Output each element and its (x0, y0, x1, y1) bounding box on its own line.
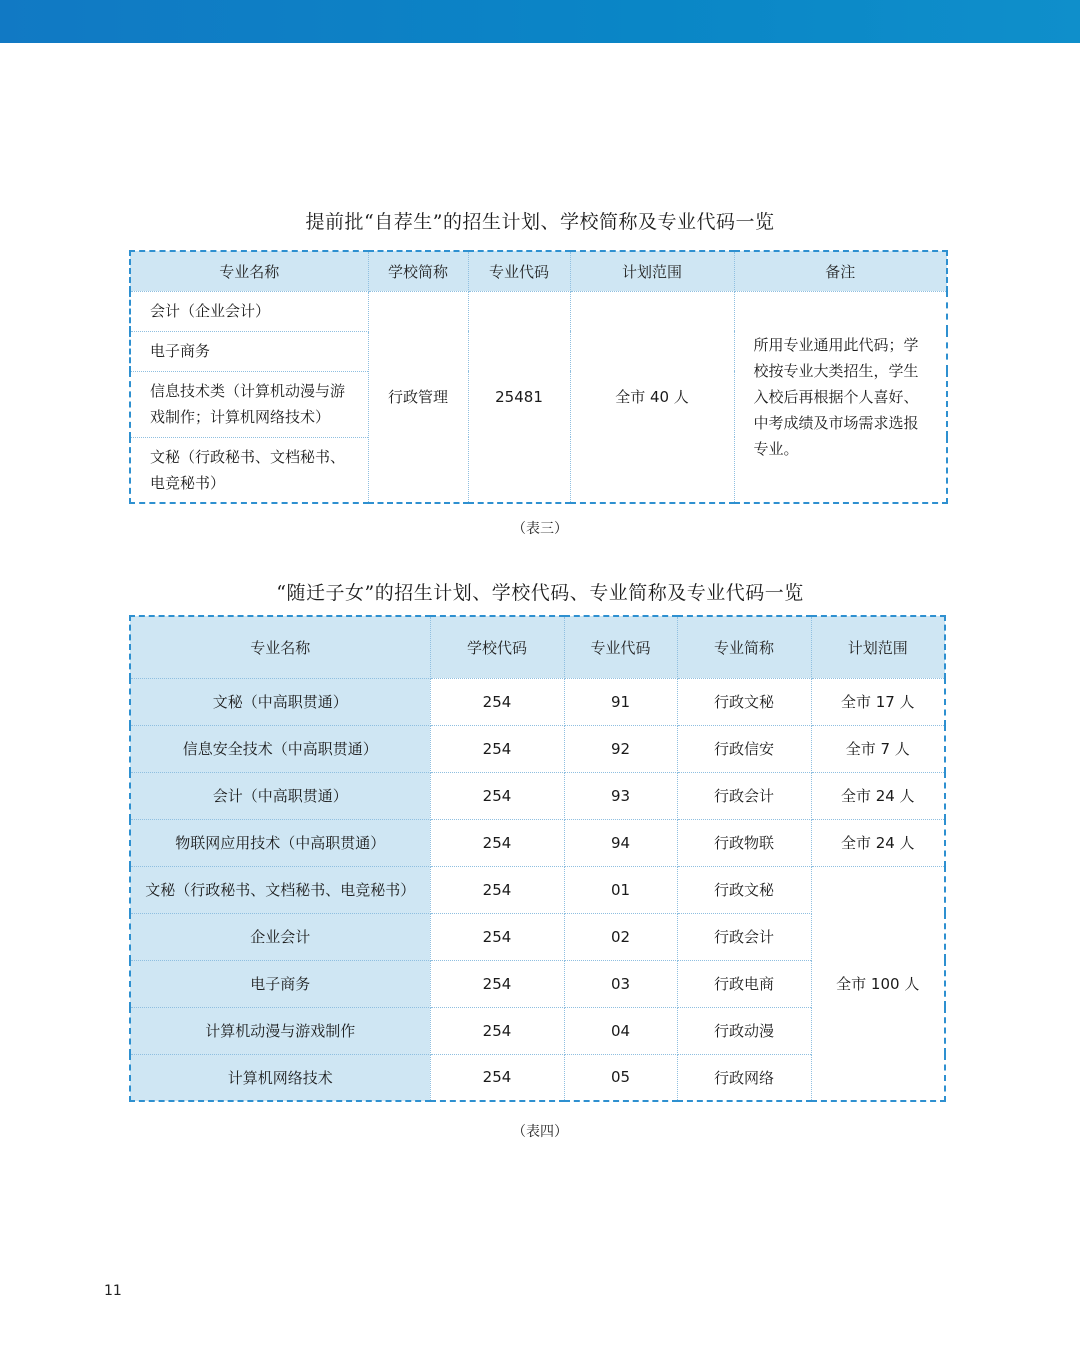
table4-header-school-code: 学校代码 (430, 616, 564, 678)
table4-school-code: 254 (430, 819, 564, 866)
table3-major-name: 电子商务 (130, 331, 368, 371)
table4-major-name: 文秘（行政秘书、文档秘书、电竞秘书） (130, 866, 430, 913)
table-row (130, 866, 945, 913)
table4-major-code: 93 (564, 772, 677, 819)
table3-remark: 所用专业通用此代码；学校按专业大类招生，学生入校后再根据个人喜好、中考成绩及市场需求选报专业。 (734, 291, 947, 503)
table4-major-short: 行政动漫 (677, 1007, 811, 1054)
table4-major-short: 行政网络 (677, 1054, 811, 1101)
table4-merged-plan-scope: 全市 100 人 (811, 866, 945, 1101)
table4-major-code: 04 (564, 1007, 677, 1054)
table4-major-code: 94 (564, 819, 677, 866)
table3-note: （表三） (512, 521, 568, 537)
table4-header-major-code: 专业代码 (564, 616, 677, 678)
table-row (130, 819, 945, 866)
table4-major-short: 行政信安 (677, 725, 811, 772)
table4-major-name: 信息安全技术（中高职贯通） (130, 725, 430, 772)
table4-header-plan-scope: 计划范围 (811, 616, 945, 678)
table4-major-short: 行政电商 (677, 960, 811, 1007)
table3-major-name: 文秘（行政秘书、文档秘书、电竞秘书） (130, 437, 368, 503)
table3-major-name: 会计（企业会计） (130, 291, 368, 331)
table4-major-short: 行政会计 (677, 913, 811, 960)
table3-header-remark: 备注 (734, 251, 947, 291)
table4-major-name: 物联网应用技术（中高职贯通） (130, 819, 430, 866)
table4-major-code: 03 (564, 960, 677, 1007)
table4-major-short: 行政文秘 (677, 678, 811, 725)
table4-school-code: 254 (430, 866, 564, 913)
table3-plan-scope: 全市 40 人 (570, 291, 734, 503)
table-row (130, 772, 945, 819)
table4-plan-scope: 全市 17 人 (811, 678, 945, 725)
table4-major-code: 01 (564, 866, 677, 913)
table4-major-name: 计算机网络技术 (130, 1054, 430, 1101)
table4-major-code: 05 (564, 1054, 677, 1101)
table4-major-code: 02 (564, 913, 677, 960)
table3-major-name: 信息技术类（计算机动漫与游戏制作；计算机网络技术） (130, 371, 368, 437)
table4-plan-scope: 全市 24 人 (811, 772, 945, 819)
table-row (130, 678, 945, 725)
table3-header-school-short: 学校简称 (368, 251, 468, 291)
table4-school-code: 254 (430, 725, 564, 772)
table3 (129, 250, 948, 504)
table-row (130, 725, 945, 772)
table3-school-short: 行政管理 (368, 291, 468, 503)
table4-major-code: 92 (564, 725, 677, 772)
table4-note: （表四） (512, 1124, 568, 1140)
table4-school-code: 254 (430, 772, 564, 819)
table3-major-code: 25481 (468, 291, 570, 503)
table4-major-code: 91 (564, 678, 677, 725)
table4 (129, 615, 946, 1102)
table4-major-name: 计算机动漫与游戏制作 (130, 1007, 430, 1054)
table3-header-major-name: 专业名称 (130, 251, 368, 291)
table4-plan-scope: 全市 7 人 (811, 725, 945, 772)
table4-school-code: 254 (430, 1054, 564, 1101)
table4-school-code: 254 (430, 913, 564, 960)
table4-header-row (130, 616, 945, 678)
table4-school-code: 254 (430, 960, 564, 1007)
page-number: 11 (104, 1283, 122, 1299)
table4-title: “随迁子女”的招生计划、学校代码、专业简称及专业代码一览 (276, 582, 804, 604)
table4-school-code: 254 (430, 1007, 564, 1054)
table3-header-major-code: 专业代码 (468, 251, 570, 291)
table4-header-major-name: 专业名称 (130, 616, 430, 678)
table4-major-short: 行政文秘 (677, 866, 811, 913)
table4-plan-scope: 全市 24 人 (811, 819, 945, 866)
table4-major-short: 行政会计 (677, 772, 811, 819)
table-row (130, 291, 947, 331)
table4-major-name: 文秘（中高职贯通） (130, 678, 430, 725)
table4-header-major-short: 专业简称 (677, 616, 811, 678)
table3-header-plan-scope: 计划范围 (570, 251, 734, 291)
table3-header-row (130, 251, 947, 291)
table3-title: 提前批“自荐生”的招生计划、学校简称及专业代码一览 (305, 211, 775, 233)
top-color-band (0, 0, 1080, 43)
table4-school-code: 254 (430, 678, 564, 725)
table4-major-name: 企业会计 (130, 913, 430, 960)
table4-major-short: 行政物联 (677, 819, 811, 866)
table4-major-name: 电子商务 (130, 960, 430, 1007)
table4-major-name: 会计（中高职贯通） (130, 772, 430, 819)
